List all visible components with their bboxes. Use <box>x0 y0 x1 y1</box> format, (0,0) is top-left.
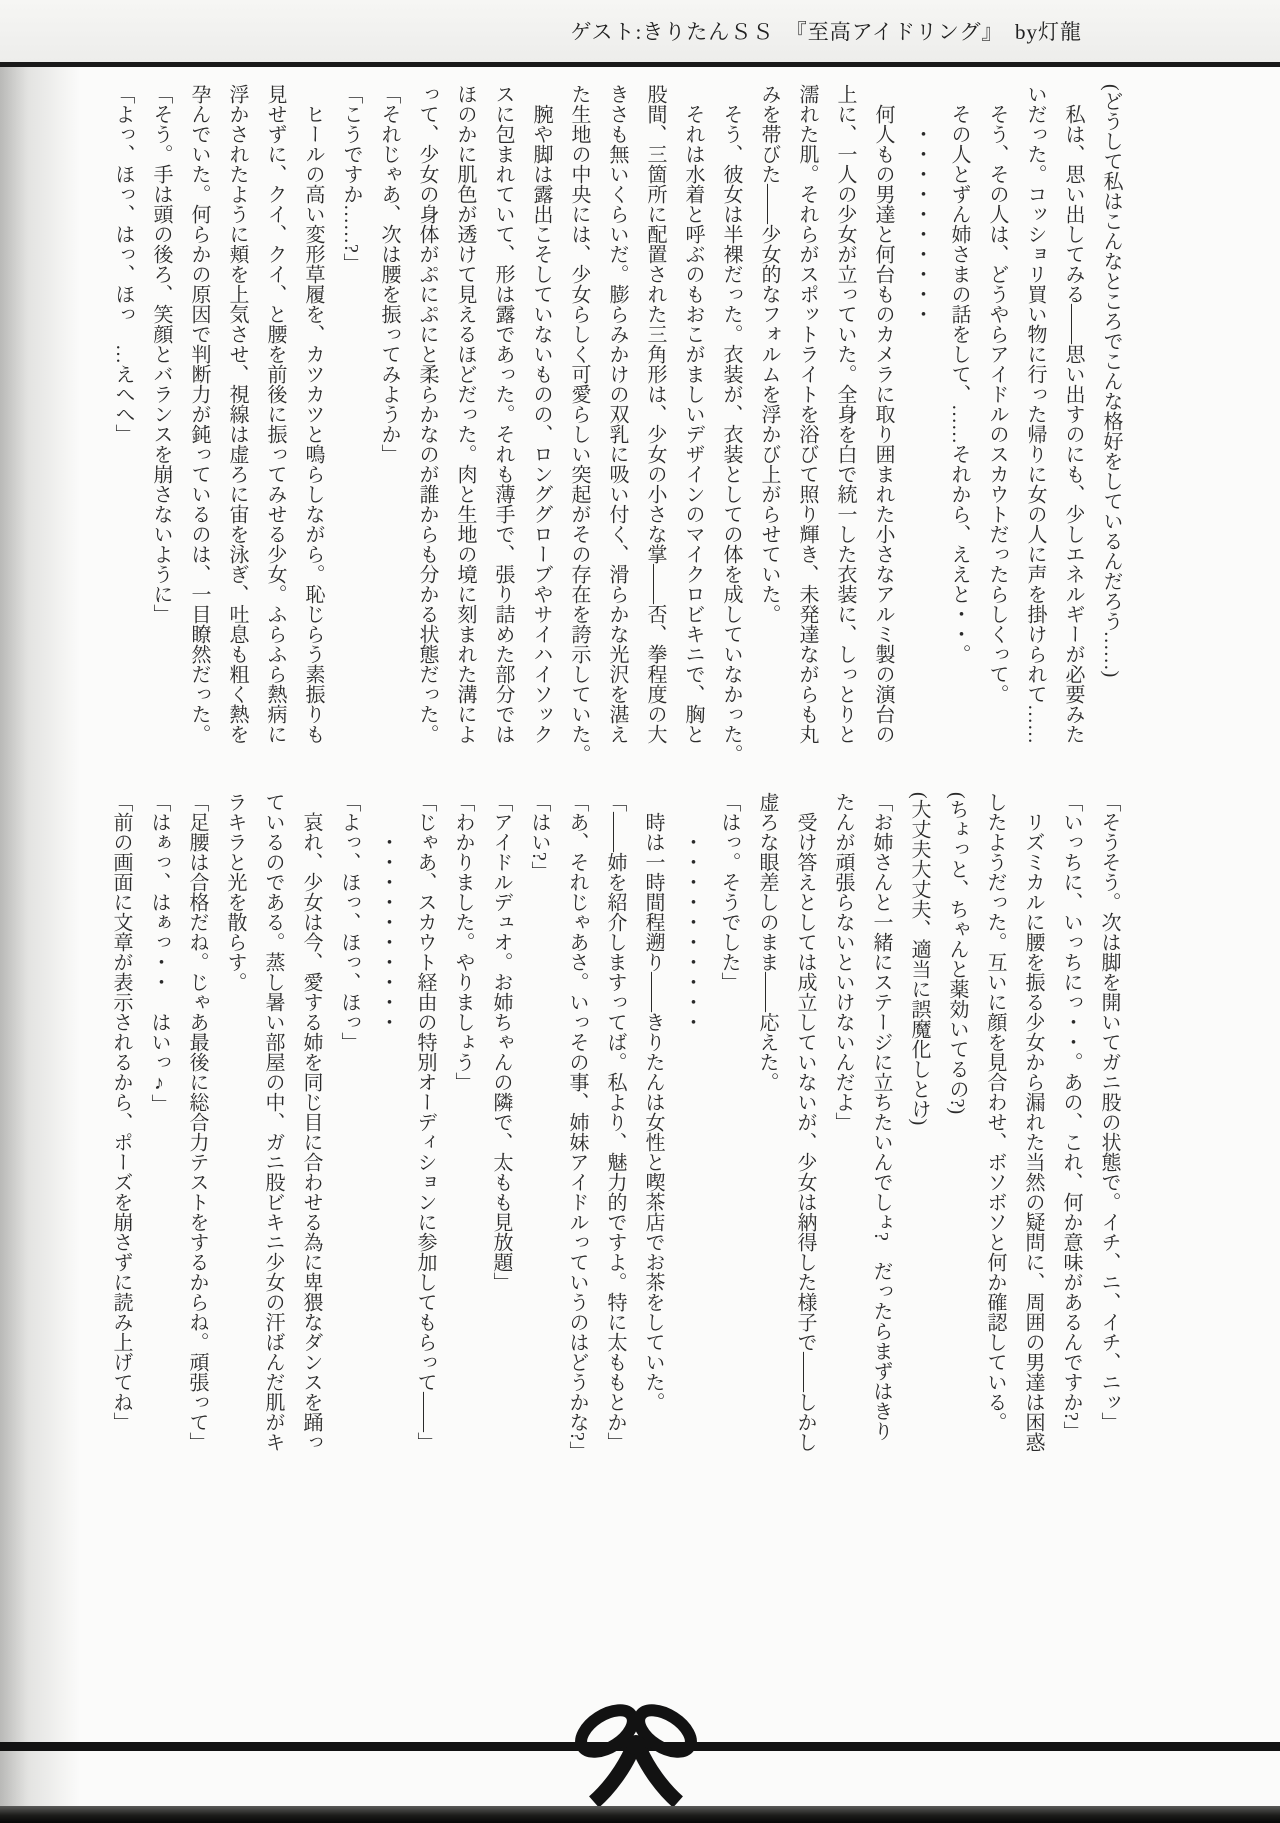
text-column: 「前の画面に文章が表示されるから、ポーズを崩さずに読み上げてね」 <box>110 792 132 1432</box>
text-column: 「いっちに、いっちにっ・・。あの、これ、何か意味があるんですか?」 <box>1060 792 1082 1441</box>
text-column: 上に、一人の少女が立っていた。全身を白で統一した衣装に、しっとりと <box>834 84 856 744</box>
text-column: 孕んでいた。何らかの原因で判断力が鈍っているのは、一目瞭然だった。 <box>188 84 210 744</box>
text-column: いだった。コッショリ買い物に行った帰りに女の人に声を掛けられて…… <box>1024 84 1046 744</box>
text-column: ほのかに肌色が透けて見えるほどだった。肉と生地の境に刻まれた溝によ <box>454 84 476 744</box>
page-header <box>0 0 1280 62</box>
ribbon-bow-icon <box>561 1698 711 1816</box>
text-column: 濡れた肌。それらがスポットライトを浴びて照り輝き、未発達ながらも丸 <box>796 84 818 744</box>
text-column: みを帯びた――少女的なフォルムを浮かび上がらせていた。 <box>758 84 780 624</box>
text-column: 「よっ、ほっ、はっ、ほっ …えへへ」 <box>112 84 134 444</box>
top-text-block <box>104 84 1130 784</box>
text-column: 「それじゃあ、次は腰を振ってみようか」 <box>378 84 400 464</box>
header-title: ゲスト:きりたんＳＳ 『至高アイドリング』 by灯龍 <box>570 20 1082 44</box>
text-column: 「そう。手は頭の後ろ、笑顔とバランスを崩さないように」 <box>150 84 172 624</box>
text-column: 「アイドルデュオ。お姉ちゃんの隣で、太もも見放題」 <box>490 792 512 1292</box>
text-column: た生地の中央には、少女らしく可愛らしい突起がその存在を誇示していた。 <box>568 84 590 764</box>
text-column: 見せずに、クイ、クイ、と腰を前後に振ってみせる少女。ふらふら熱病に <box>264 84 286 744</box>
text-column: 「じゃあ、スカウト経由の特別オーディションに参加してもらって――」 <box>414 792 436 1452</box>
text-column: (ちょっと、ちゃんと薬効いてるの?) <box>946 792 968 1115</box>
text-column: それは水着と呼ぶのもおこがましいデザインのマイクロビキニで、胸と <box>682 84 704 744</box>
bottom-text-block <box>102 792 1128 1492</box>
text-column: (どうして私はこんなところでこんな格好をしているんだろう……) <box>1100 84 1122 678</box>
text-column: 「よっ、ほっ、ほっ、ほっ」 <box>338 792 360 1052</box>
text-column: 「はい?」 <box>528 792 550 881</box>
text-column: ラキラと光を散らす。 <box>224 792 246 992</box>
text-column: 股間、三箇所に配置された三角形は、少女の小さな掌――否、拳程度の大 <box>644 84 666 744</box>
header-rule <box>0 62 1280 67</box>
text-column: 私は、思い出してみる――思い出すのにも、少しエネルギーが必要みた <box>1062 84 1084 744</box>
text-column: リズミカルに腰を振る少女から漏れた当然の疑問に、周囲の男達は困惑 <box>1022 792 1044 1452</box>
text-column: そう、その人は、どうやらアイドルのスカウトだったらしくって。 <box>986 84 1008 704</box>
text-column: ・・・・・・・・・・ <box>376 792 398 1032</box>
text-column: 時は一時間程遡り――きりたんは女性と喫茶店でお茶をしていた。 <box>642 792 664 1412</box>
text-column: 受け答えとしては成立していないが、少女は納得した様子で――しかし <box>794 792 816 1452</box>
text-column: 「はっ。そうでした」 <box>718 792 740 992</box>
text-column: 「そうそう。次は脚を開いてガニ股の状態で。イチ、ニ、イチ、ニッ」 <box>1098 792 1120 1432</box>
text-column: 「あ、それじゃあさ。いっその事、姉妹アイドルっていうのはどうかな?」 <box>566 792 588 1461</box>
text-column: スに包まれていて、形は露であった。それも薄手で、張り詰めた部分では <box>492 84 514 744</box>
text-column: そう、彼女は半裸だった。衣装が、衣装としての体を成していなかった。 <box>720 84 742 764</box>
text-column: って、少女の身体がぷにぷにと柔らかなのが誰からも分かる状態だった。 <box>416 84 438 744</box>
text-column: 「こうですか……?」 <box>340 84 362 273</box>
text-column: したようだった。互いに顔を見合わせ、ボソボソと何か確認している。 <box>984 792 1006 1432</box>
text-column: ているのである。蒸し暑い部屋の中、ガニ股ビキニ少女の汗ばんだ肌がキ <box>262 792 284 1452</box>
text-column: 虚ろな眼差しのまま――応えた。 <box>756 792 778 1092</box>
text-column: (大丈夫大丈夫、適当に誤魔化しとけ) <box>908 792 930 1126</box>
text-column: 「――姉を紹介しますってば。私より、魅力的ですよ。特に太ももとか」 <box>604 792 626 1452</box>
text-column: 「わかりました。やりましょう」 <box>452 792 474 1092</box>
text-column: ・・・・・・・・・・ <box>680 792 702 1032</box>
scan-edge-bottom <box>0 1806 1280 1823</box>
text-column: 哀れ、少女は今、愛する姉を同じ目に合わせる為に卑猥なダンスを踊っ <box>300 792 322 1452</box>
text-column: 「お姉さんと一緒にステージに立ちたいんでしょ? だったらまずはきり <box>870 792 892 1441</box>
scan-edge-left <box>0 0 80 1823</box>
text-column: 腕や脚は露出こそしていないものの、ロンググローブやサイハイソック <box>530 84 552 744</box>
text-column: 「はぁっ、はぁっ・・ はいっ♪」 <box>148 792 170 1114</box>
text-column: きさも無いくらいだ。膨らみかけの双乳に吸い付く、滑らかな光沢を湛え <box>606 84 628 744</box>
text-column: ・・・・・・・・・・ <box>910 84 932 324</box>
text-column: 「足腰は合格だね。じゃあ最後に総合力テストをするからね。頑張って」 <box>186 792 208 1452</box>
text-column: 何人もの男達と何台ものカメラに取り囲まれた小さなアルミ製の演台の <box>872 84 894 744</box>
text-column: その人とずん姉さまの話をして、……それから、ええと・・。 <box>948 84 970 664</box>
text-column: たんが頑張らないといけないんだよ」 <box>832 792 854 1132</box>
text-column: ヒールの高い変形草履を、カツカツと鳴らしながら。恥じらう素振りも <box>302 84 324 744</box>
text-column: 浮かされたように頬を上気させ、視線は虚ろに宙を泳ぎ、吐息も粗く熱を <box>226 84 248 744</box>
